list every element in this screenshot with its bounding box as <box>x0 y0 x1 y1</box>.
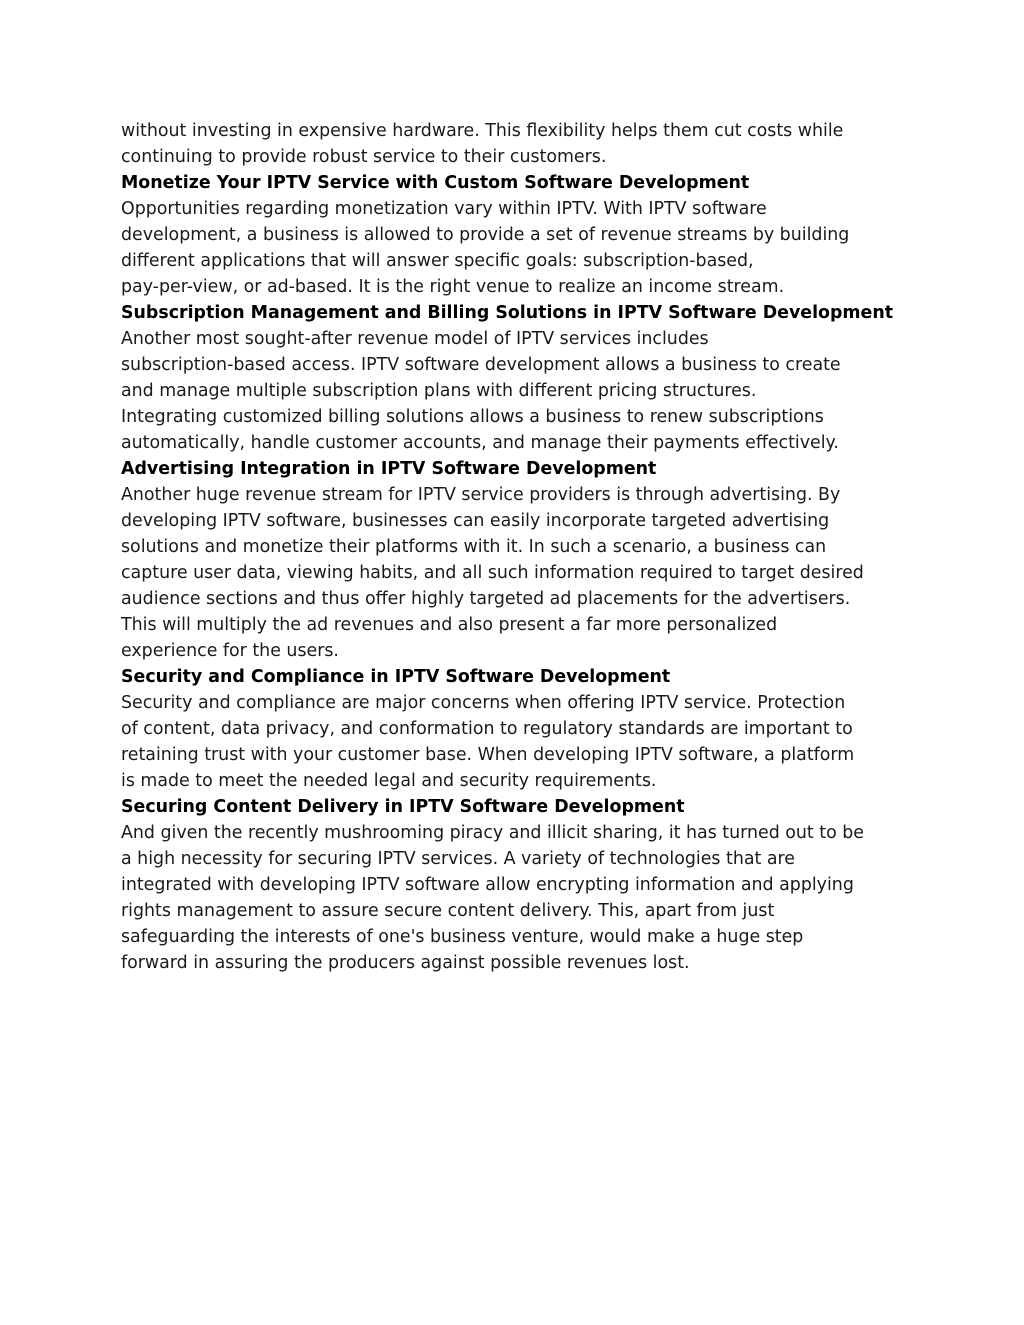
paragraph-advertising-integration: Another huge revenue stream for IPTV service providers is through advertising. By developing IPTV software, businesses can easily incorporate targeted advertising solutions and monetize their platforms with it. In such a scenario, a business can capture user data, viewing habits, and all such information required to target desired audience sections and thus offer highly targeted ad placements for the advertisers. This will multiply the ad revenues and also present a far more personalized experience for the users. <box>121 485 864 661</box>
paragraph-monetize-iptv: Opportunities regarding monetization vary within IPTV. With IPTV software development, a business is allowed to provide a set of revenue streams by building different applications that will answer specific goals: subscription-based, pay-per-view, or ad-based. It is the right venue to realize an income stream. <box>121 199 850 297</box>
heading-monetize-iptv: Monetize Your IPTV Service with Custom Software Development <box>121 173 750 193</box>
intro-paragraph-continued: without investing in expensive hardware. This flexibility helps them cut costs while continuing to provide robust service to their customers. <box>121 121 844 167</box>
document-page <box>121 118 911 976</box>
heading-advertising-integration: Advertising Integration in IPTV Software Development <box>121 459 657 479</box>
heading-security-compliance: Security and Compliance in IPTV Software Development <box>121 667 671 687</box>
paragraph-subscription-billing: Another most sought-after revenue model of IPTV services includes subscription-based access. IPTV software development allows a business to create and manage multiple subscription plans with different pricing structures. Integrating customized billing solutions allows a business to renew subscriptions automatically, handle customer accounts, and manage their payments effectively. <box>121 329 841 453</box>
heading-securing-content-delivery: Securing Content Delivery in IPTV Software Development <box>121 797 685 817</box>
paragraph-securing-content-delivery: And given the recently mushrooming piracy and illicit sharing, it has turned out to be a high necessity for securing IPTV services. A variety of technologies that are integrated with developing IPTV software allow encrypting information and applying rights management to assure secure content delivery. This, apart from just safeguarding the interests of one's business venture, would make a huge step forward in assuring the producers against possible revenues lost. <box>121 823 864 973</box>
heading-subscription-billing: Subscription Management and Billing Solutions in IPTV Software Development <box>121 303 894 323</box>
paragraph-security-compliance: Security and compliance are major concerns when offering IPTV service. Protection of content, data privacy, and conformation to regulatory standards are important to retaining trust with your customer base. When developing IPTV software, a platform is made to meet the needed legal and security requirements. <box>121 693 855 791</box>
